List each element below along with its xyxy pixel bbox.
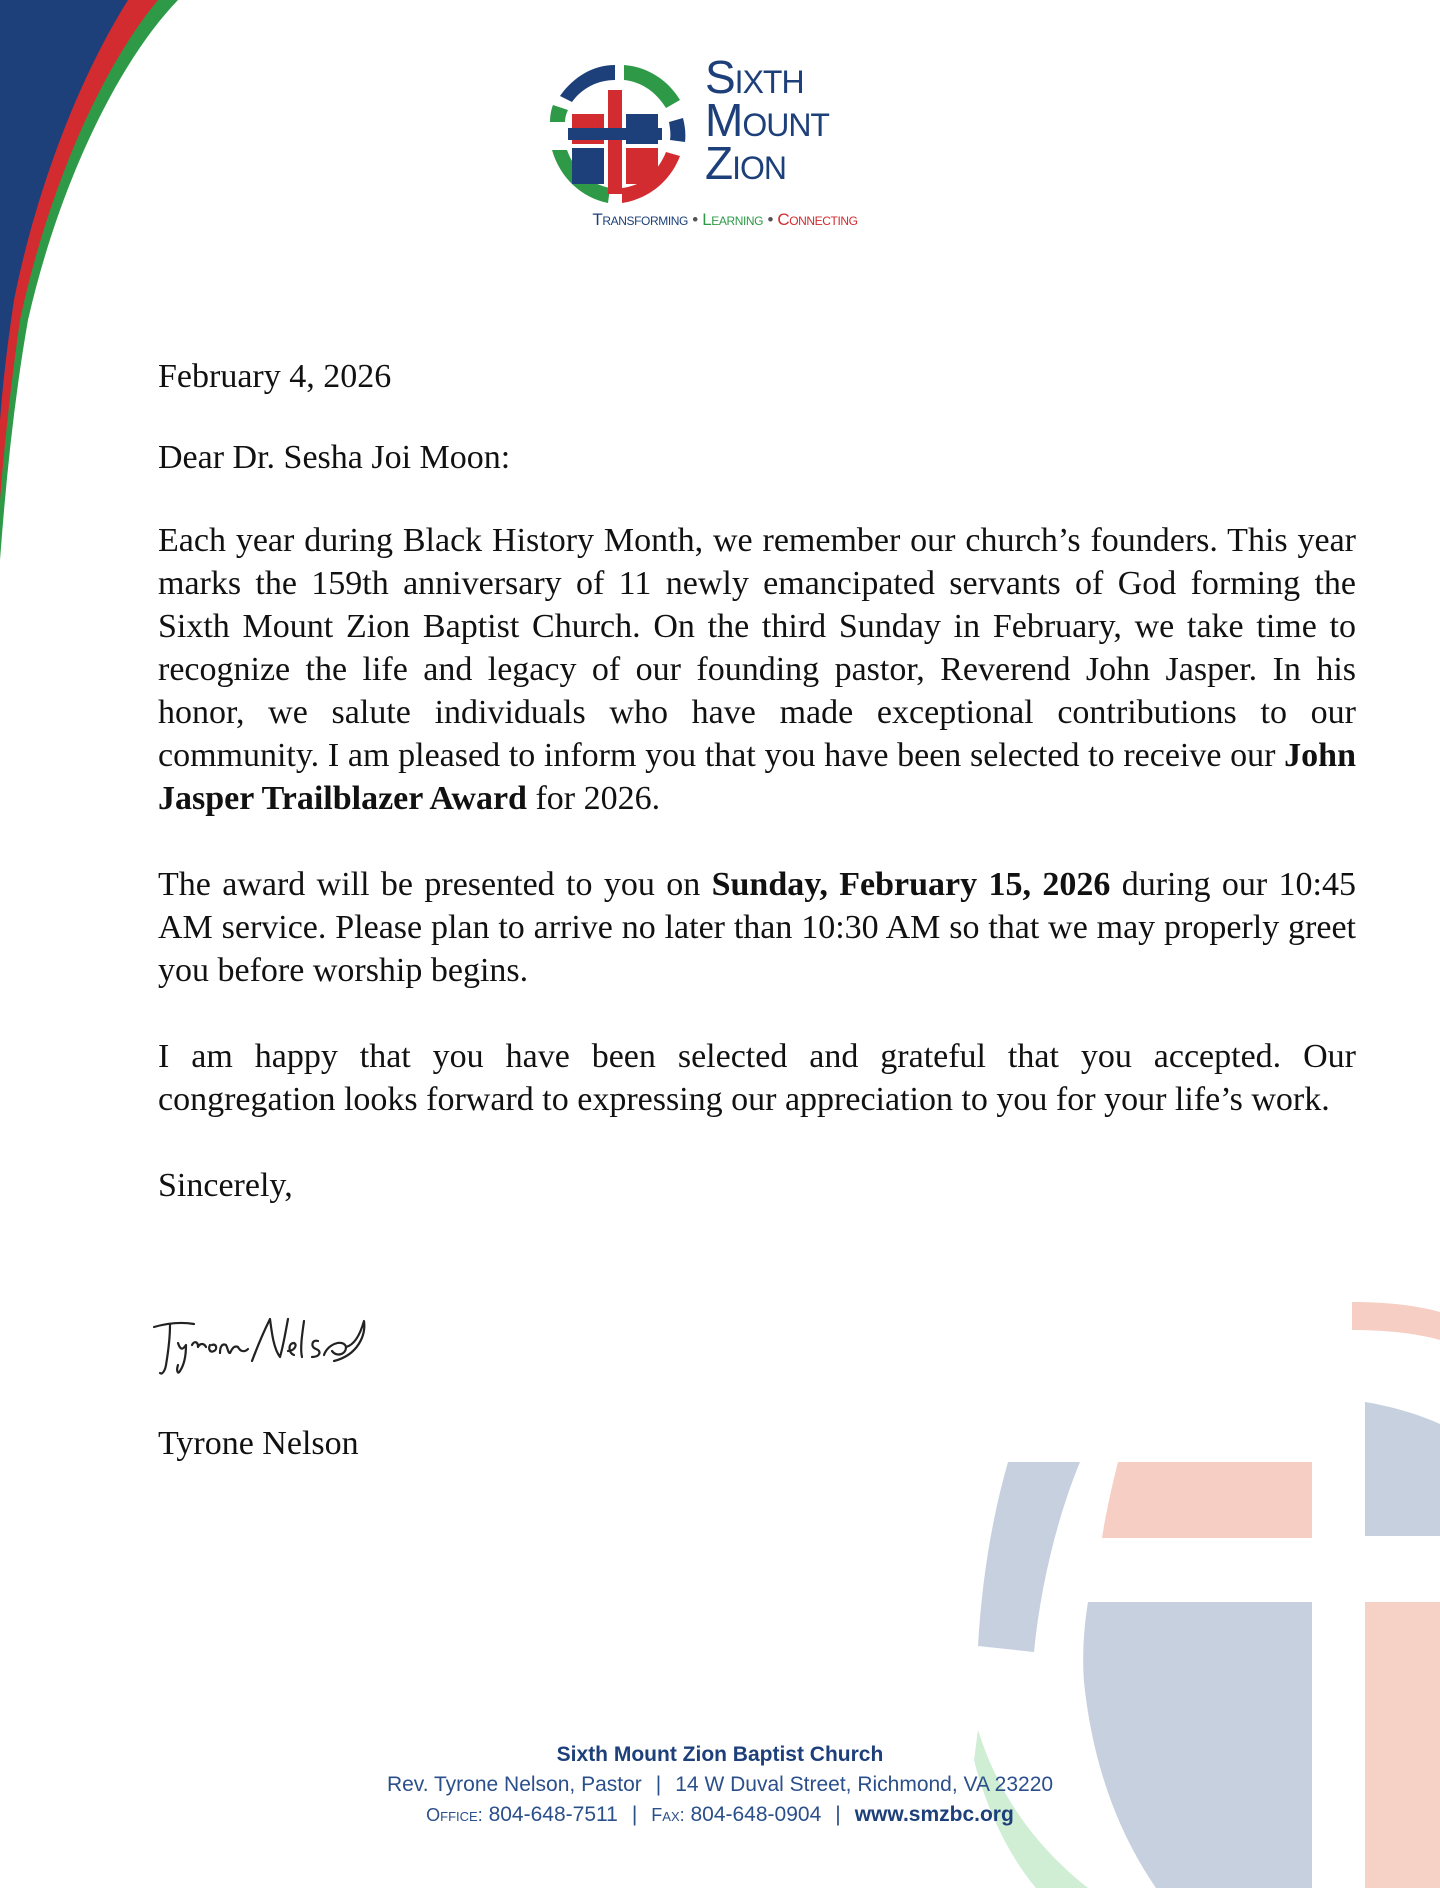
logo-wordmark — [705, 51, 829, 189]
paragraph-2-end: during our 10:45 AM service. Please plan to arrive no later than 10:30 AM so that we may properly greet you before worship begins. — [158, 866, 1356, 989]
church-logo — [530, 50, 920, 240]
tagline-separator: • — [767, 210, 774, 229]
footer-office-label: Office: — [426, 1805, 483, 1825]
church-cross-globe-logo-icon — [540, 58, 690, 208]
letterhead-footer — [0, 1740, 1440, 1830]
logo-tagline — [530, 210, 920, 230]
footer-pastor: Rev. Tyrone Nelson, Pastor — [386, 1773, 642, 1796]
footer-contact-line — [0, 1800, 1440, 1830]
paragraph-1-end: for 2026. — [526, 780, 661, 817]
paragraph-3: I am happy that you have been selected and grateful that you accepted. Our congregation looks forward to expressing our appreciation to you for your life’s work. — [158, 1038, 1356, 1118]
tagline-learning: Learning — [702, 210, 764, 229]
award-name: John Jasper Trailblazer Award — [158, 737, 1356, 817]
footer-church-name: Sixth Mount Zion Baptist Church — [556, 1743, 884, 1766]
footer-fax-phone: 804-648-0904 — [690, 1803, 822, 1826]
footer-separator: | — [631, 1803, 638, 1826]
tagline-separator: • — [692, 210, 698, 229]
footer-fax-label: Fax: — [651, 1805, 685, 1825]
tagline-transforming: Transforming — [592, 210, 688, 229]
logo-name-line1: Sixth — [705, 51, 804, 103]
footer-address-line — [0, 1770, 1440, 1800]
footer-separator: | — [655, 1773, 662, 1796]
paragraph-2-text: The award will be presented to you on — [158, 866, 712, 903]
paragraph-2 — [158, 863, 1356, 992]
letter-salutation: Dear Dr. Sesha Joi Moon: — [158, 439, 511, 476]
handwritten-signature — [148, 1305, 378, 1385]
signer-name: Tyrone Nelson — [158, 1425, 359, 1462]
footer-website-link[interactable]: www.smzbc.org — [854, 1803, 1014, 1826]
paragraph-1-text: Each year during Black History Month, we remember our church’s founders. This year marks the 159th anniversary of 11 newly emancipated servants of God forming the Sixth Mount Zion Baptist Church. On the third Sunday in February, we take time to recognize the life and legacy of our founding pastor, Reverend John Jasper. In his honor, we salute individuals who have made exceptional contributions to our community. I am pleased to inform you that you have been selected to receive our — [158, 522, 1356, 774]
footer-separator: | — [835, 1803, 841, 1826]
letter-closing: Sincerely, — [158, 1167, 293, 1204]
footer-address: 14 W Duval Street, Richmond, VA 23220 — [675, 1773, 1054, 1796]
footer-office-phone: 804-648-7511 — [488, 1803, 618, 1826]
ceremony-date: Sunday, February 15, 2026 — [711, 866, 1111, 903]
logo-name-line2: Mount — [705, 94, 829, 146]
logo-name-line3: Zion — [705, 137, 786, 189]
letter-body — [158, 355, 1356, 1207]
tagline-connecting: Connecting — [777, 210, 858, 229]
paragraph-1 — [158, 519, 1356, 820]
letter-date: February 4, 2026 — [158, 358, 392, 395]
